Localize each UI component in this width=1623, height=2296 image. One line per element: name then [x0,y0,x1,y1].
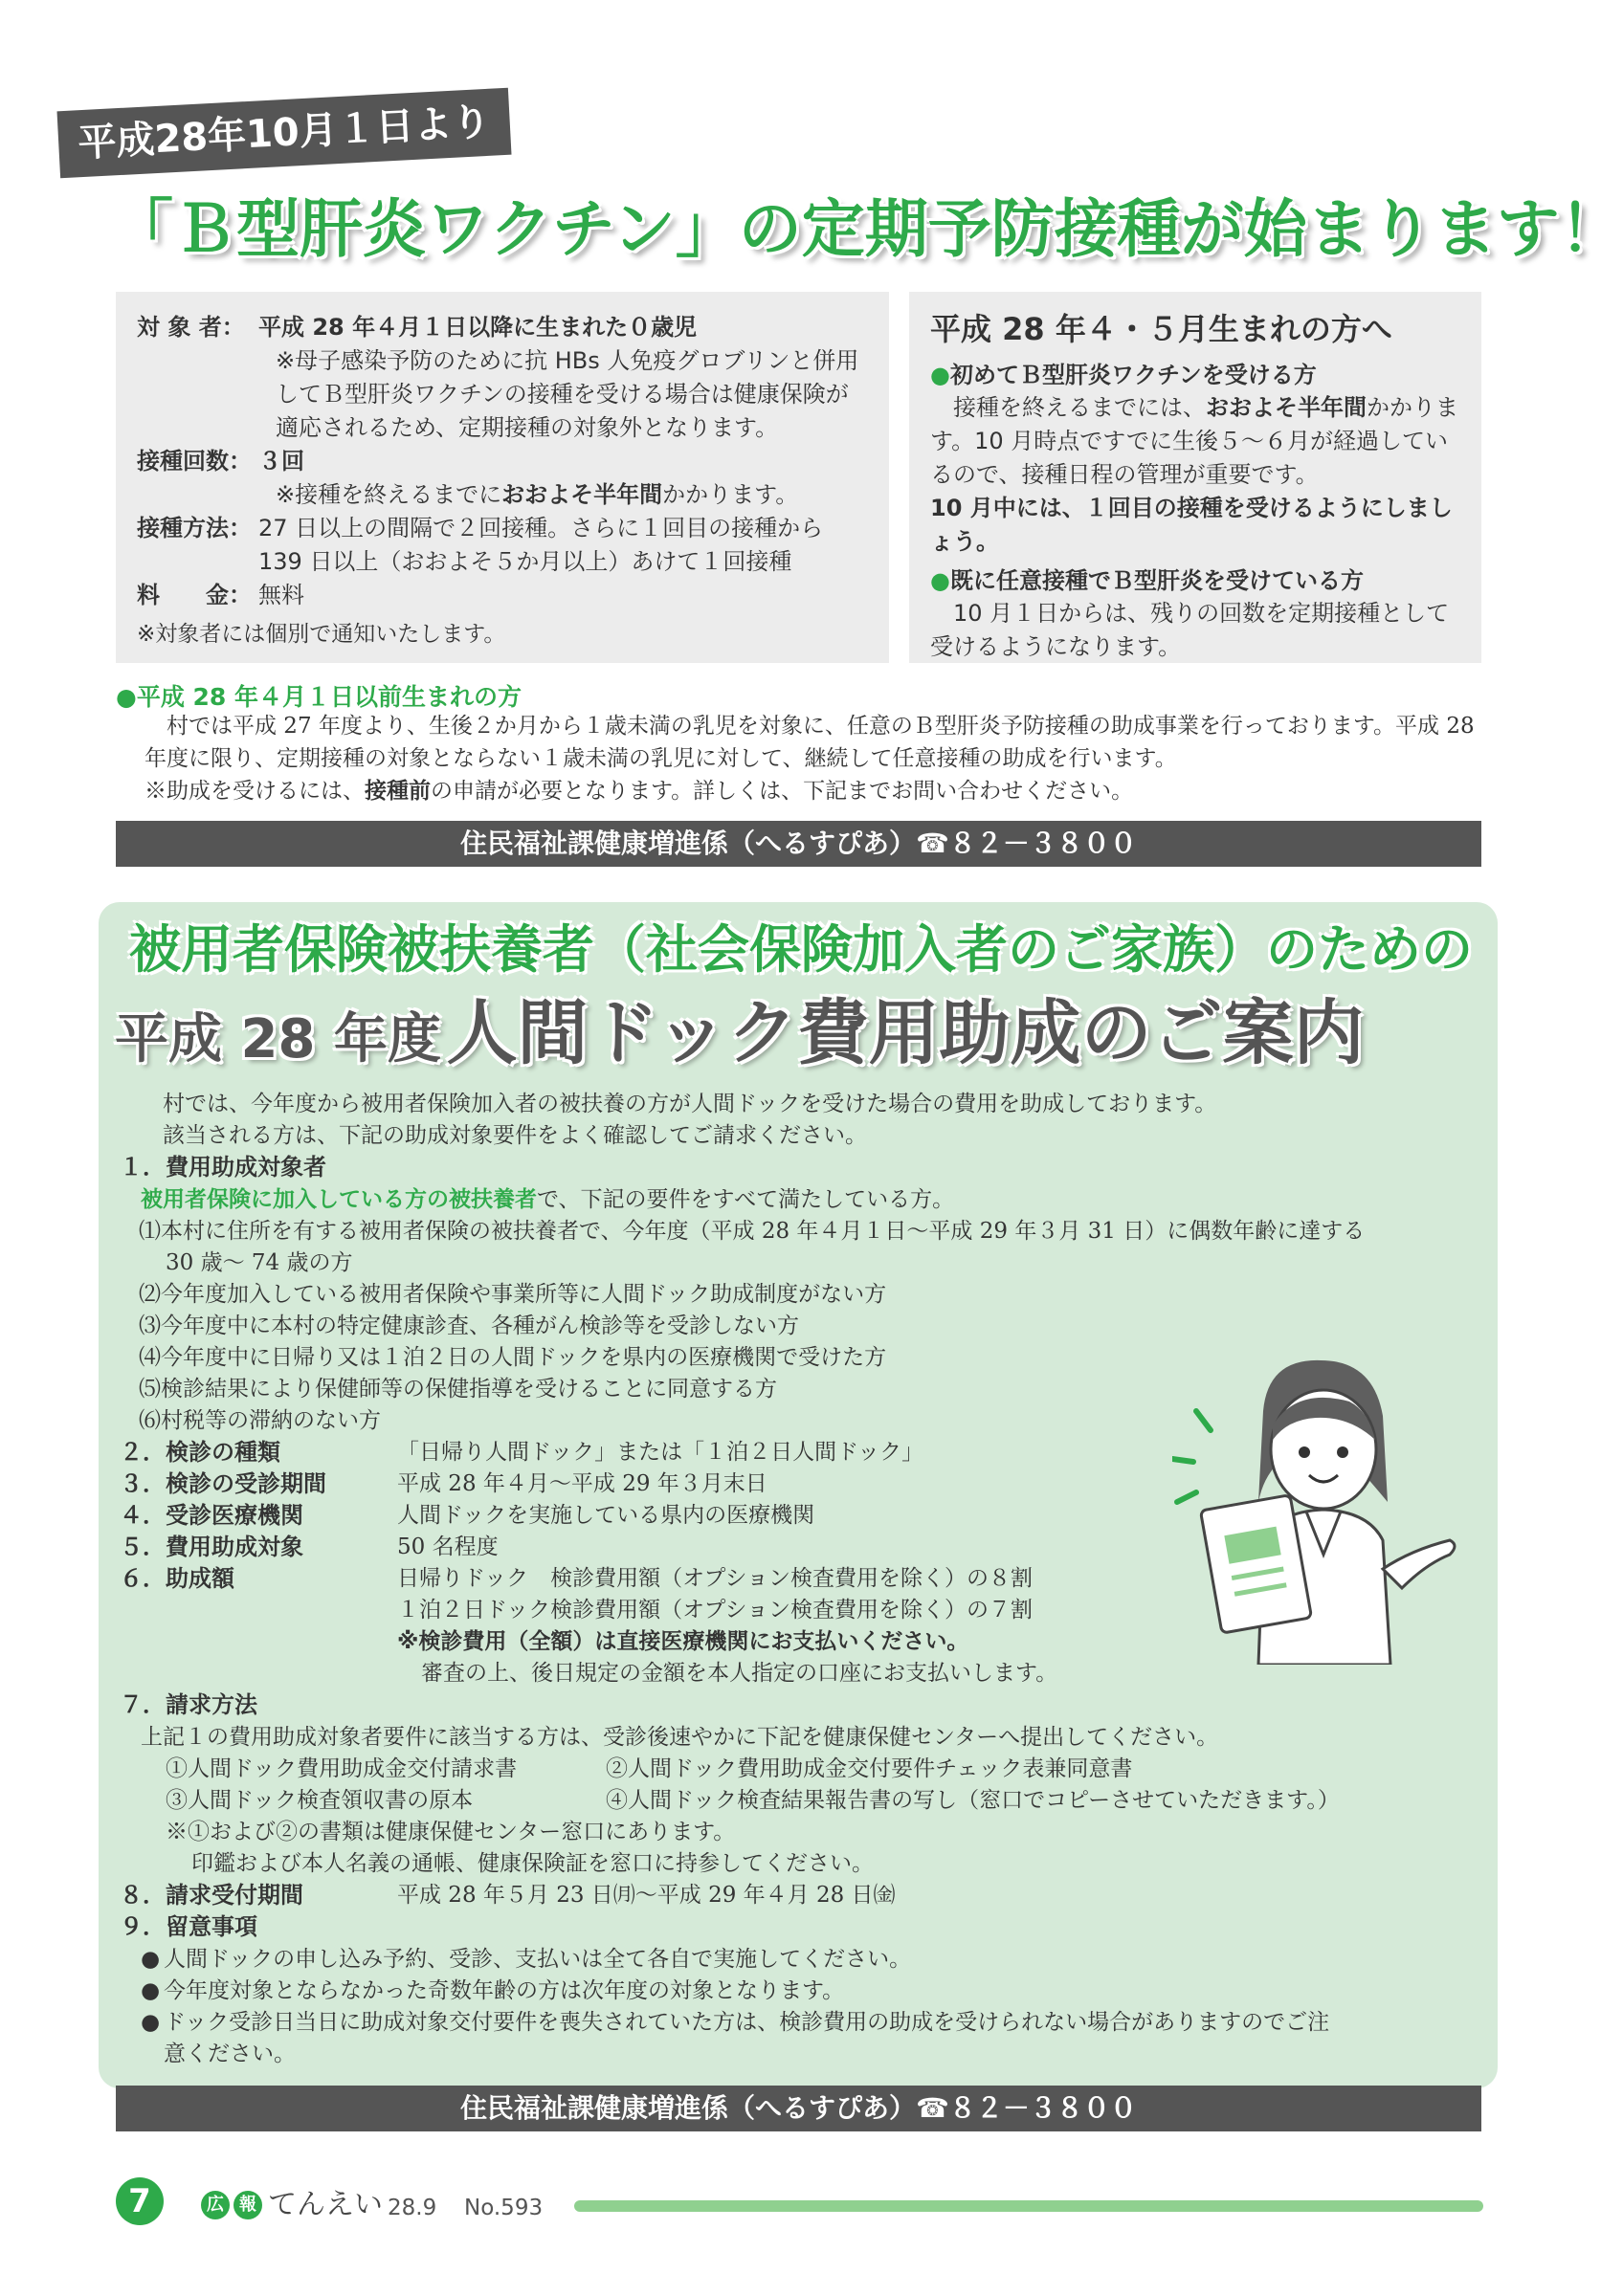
bullet-dot-icon: ● [116,683,137,711]
section-1-lead [120,1184,1483,1216]
s1-item-5: ⑸検診結果により保健師等の保健指導を受けることに同意する方 [139,1377,777,1402]
doc-1: ①人間ドック費用助成金交付請求書 [166,1756,518,1781]
section-6-key: ６．助成額 [120,1565,234,1592]
section-7-head: ７．請求方法 [120,1691,257,1718]
s1-item-2: ⑵今年度加入している被用者保険や事業所等に人間ドック助成制度がない方 [139,1282,887,1307]
count-row [137,445,868,478]
section-1-green: 被用者保険に加入している方の被扶養者 [141,1187,537,1212]
hepatitis-b-title: 「Ｂ型肝炎ワクチン」の定期予防接種が始まります！ [110,192,1623,266]
prev-born-text: 村では平成 27 年度より、生後２か月から１歳未満の乳児を対象に、任意のＢ型肝炎予防接種の助成事業を行っております。平成 28 年度に限り、定期接種の対象とならない１歳未満の乳児に対して、継続して任意接種の助成を行います。 [145,714,1475,771]
publication-name: てんえい [268,2188,383,2221]
count-note-post: かかります。 [662,481,799,508]
target-row [137,311,868,344]
intro-1: 村では、今年度から被用者保険加入者の被扶養の方が人間ドックを受けた場合の費用を助成しております。 [163,1092,1217,1116]
count-note [137,478,868,512]
count-value: ３回 [258,448,304,475]
section-4-key: ４．受診医療機関 [120,1502,303,1529]
s1-item-1-cont: 30 歳～ 74 歳の方 [166,1250,353,1275]
section-9-head: ９．留意事項 [120,1913,257,1940]
publication-number: No.593 [464,2196,544,2220]
s1-item-4: ⑷今年度中に日帰り又は１泊２日の人間ドックを県内の医療機関で受けた方 [139,1345,887,1370]
bullet-icon: ● [141,1978,161,2003]
already-head-text: 既に任意接種でＢ型肝炎を受けている方 [949,567,1364,594]
first-time-post: かかります。10 月時点ですでに生後５～６月が経過しているので、接種日程の管理が重要です。 [930,394,1458,488]
s9-item-2 [120,1976,1483,2007]
bullet-icon: ● [141,2010,161,2035]
prev-born-note [116,775,1484,807]
individual-notice: ※対象者には個別で通知いたします。 [137,622,506,647]
apr-may-born-box [909,292,1481,663]
prev-born-body [116,710,1484,807]
section-7-note-2: 印鑑および本人名義の通帳、健康保険証を窓口に持参してください。 [191,1851,874,1876]
section-4-value: 人間ドックを実施している県内の医療機関 [397,1503,815,1528]
pub-badge-1: 広 [201,2191,230,2219]
section-2-value: 「日帰り人間ドック」または「１泊２日人間ドック」 [397,1440,924,1465]
section-8-value: 平成 28 年５月 23 日㈪～平成 29 年４月 28 日㈮ [397,1883,896,1908]
first-time-pre: 接種を終えるまでには、 [953,394,1206,421]
sparkle-lines-icon [1172,1411,1211,1502]
s1-item-6: ⑹村税等の滞納のない方 [139,1408,381,1433]
s9-item-3-cont: 意ください。 [164,2042,296,2066]
count-label: 接種回数： [137,448,252,475]
contact-bar-top: 住民福祉課健康増進係（へるすぴあ）☎８２－３８００ [116,821,1481,867]
count-note-pre: ※接種を終えるまでに [276,481,502,508]
target-note: ※母子感染予防のために抗 HBs 人免疫グロブリンと併用してＢ型肝炎ワクチンの接種を受ける場合は健康保険が適応されるため、定期接種の対象外となります。 [276,347,859,441]
page-number: 7 [116,2177,164,2225]
doc-row-2 [120,1785,1483,1817]
publication-date: 28.9 [388,2196,437,2220]
prev-born-note-bold: 接種前 [365,779,431,804]
section-1-head: １．費用助成対象者 [120,1154,326,1181]
dock-title-main: 人間ドック費用助成のご案内 [446,992,1365,1074]
section-6-value-1: 日帰りドック 検診費用額（オプション検査費用を除く）の８割 [397,1566,1034,1591]
section-7-note-1: ※①および②の書類は健康保健センター窓口にあります。 [166,1820,736,1844]
prev-born-note-pre: ※助成を受けるには、 [145,779,365,804]
already-body: 10 月１日からは、残りの回数を定期接種として受けるようになります。 [930,600,1450,660]
section-6-value-2: １泊２日ドック検診費用額（オプション検査費用を除く）の７割 [397,1598,1034,1623]
contact-bar-bottom: 住民福祉課健康増進係（へるすぴあ）☎８２－３８００ [116,2086,1481,2131]
nurse-illustration [1172,1349,1459,1665]
first-time-bold2: 10 月中には、１回目の接種を受けるようにしましょう。 [930,495,1453,555]
section-8-key: ８．請求受付期間 [120,1882,303,1909]
target-value: 平成 28 年４月１日以降に生まれた０歳児 [258,314,698,341]
bullet-icon: ● [141,1947,161,1972]
section-6-note: ※検診費用（全額）は直接医療機関にお支払いください。 [397,1629,969,1654]
s9-item-3 [120,2007,1483,2039]
bullet-dot-icon: ● [930,362,950,388]
section-5-key: ５．費用助成対象 [120,1534,303,1560]
dock-title-line1: 被用者保険被扶養者（社会保険加入者のご家族）のための [129,919,1473,980]
section-5-value: 50 名程度 [397,1534,499,1559]
s9-item-3-text: ドック受診日当日に助成対象交付要件を喪失されていた方は、検診費用の助成を受けられない場合がありますのでご注 [164,2010,1330,2035]
method-row [137,512,868,579]
section-3-key: ３．検診の受診期間 [120,1470,326,1497]
count-note-bold: おおよそ半年間 [501,481,663,508]
first-time-head [930,359,1460,391]
fee-value: 無料 [258,582,304,608]
first-time-body [930,391,1460,492]
dock-title-year: 平成 28 年度 [115,1008,441,1071]
date-banner: 平成28年10月１日より [56,88,511,179]
doc-3: ③人間ドック検査領収書の原本 [166,1788,474,1813]
pub-badge-2: 報 [233,2191,262,2219]
doc-4: ④人間ドック検査結果報告書の写し（窓口でコピーさせていただきます。） [606,1788,1340,1813]
dock-title-line2 [115,985,1493,1100]
s9-item-2-text: 今年度対象とならなかった奇数年齢の方は次年度の対象となります。 [164,1978,845,2003]
target-label: 対 象 者： [137,314,245,341]
section-1-rest: で、下記の要件をすべて満たしている方。 [537,1187,955,1212]
s1-item-3: ⑶今年度中に本村の特定健康診査、各種がん検診等を受診しない方 [139,1314,799,1338]
section-6-payment: 審査の上、後日規定の金額を本人指定の口座にお支払いします。 [421,1661,1058,1686]
s9-item-1 [120,1944,1483,1976]
already-head [930,564,1460,597]
footer-green-line [574,2200,1483,2212]
doc-2: ②人間ドック費用助成金交付要件チェック表兼同意書 [606,1756,1133,1781]
section-2-key: ２．検診の種類 [120,1439,280,1466]
section-7-body: 上記１の費用助成対象者要件に該当する方は、受診後速やかに下記を健康保健センターへ提出してください。 [141,1725,1219,1750]
method-label: 接種方法： [137,515,252,541]
apr-may-title: 平成 28 年４・５月生まれの方へ [930,311,1392,347]
doc-row-1 [120,1754,1483,1785]
bullet-dot-icon: ● [930,567,950,594]
intro-2: 該当される方は、下記の助成対象要件をよく確認してご請求ください。 [163,1123,867,1148]
s9-item-1-text: 人間ドックの申し込み予約、受診、支払いは全て各自で実施してください。 [164,1947,912,1972]
method-value: 27 日以上の間隔で２回接種。さらに１回目の接種から 139 日以上（おおよそ５か月以上）あけて１回接種 [258,515,824,575]
prev-born-head-text: 平成 28 年４月１日以前生まれの方 [136,683,522,711]
vaccine-info-box [116,292,889,663]
first-time-head-text: 初めてＢ型肝炎ワクチンを受ける方 [949,362,1317,388]
section-8 [120,1880,1483,1911]
prev-born-head [116,681,522,714]
prev-born-note-post: の申請が必要となります。詳しくは、下記までお問い合わせください。 [431,779,1134,804]
fee-row [137,579,868,612]
s1-item-1: ⑴本村に住所を有する被用者保険の被扶養者で、今年度（平成 28 年４月１日～平成 29 年３月 31 日）に偶数年齢に達する [139,1219,1366,1244]
fee-label: 料 金： [137,582,252,608]
section-3-value: 平成 28 年４月～平成 29 年３月末日 [397,1471,767,1496]
first-time-bold: おおよそ半年間 [1206,394,1367,421]
